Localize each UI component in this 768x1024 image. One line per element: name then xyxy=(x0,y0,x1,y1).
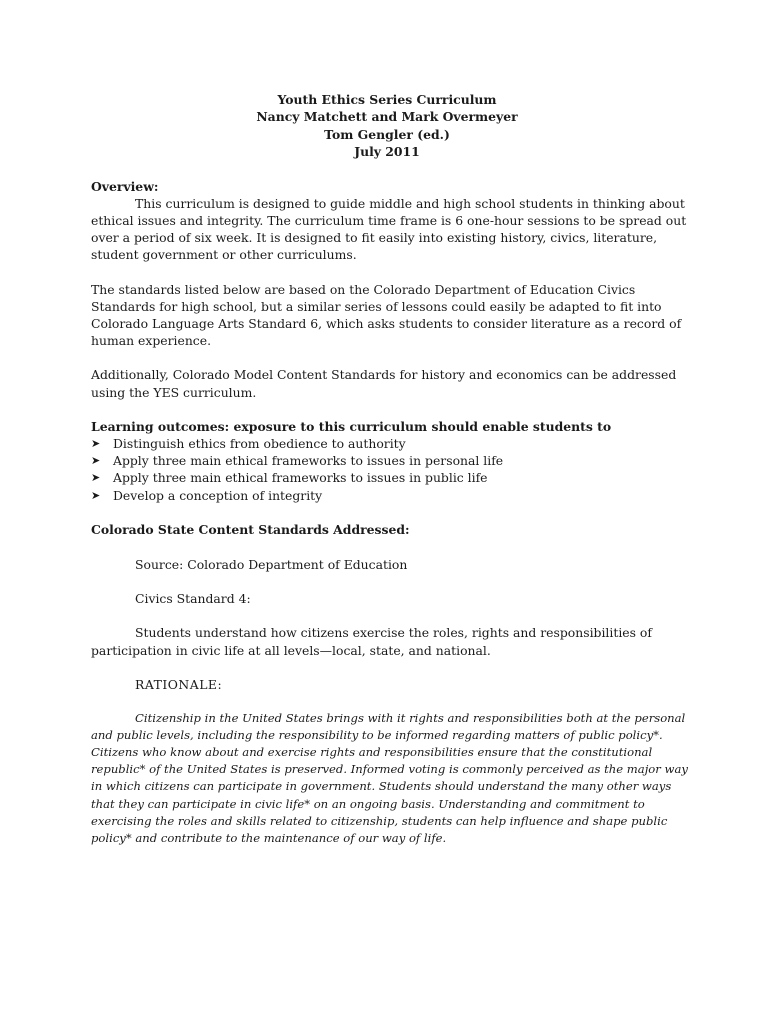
list-item xyxy=(91,469,691,486)
list-item xyxy=(91,487,691,504)
arrowhead-bullet-icon: ➤ xyxy=(91,488,101,502)
standards-source: Source: Colorado Department of Education xyxy=(135,557,408,573)
overview-paragraph-3: Additionally, Colorado Model Content Standards for history and economics can be addressed using the YES curriculum. xyxy=(91,367,677,400)
standards-heading: Colorado State Content Standards Addressed: xyxy=(91,521,410,537)
list-item-text: Develop a conception of integrity xyxy=(113,487,323,503)
list-item-text: Apply three main ethical frameworks to issues in public life xyxy=(113,470,488,486)
document-editor: Tom Gengler (ed.) xyxy=(324,126,450,142)
learning-outcomes-list xyxy=(91,435,691,504)
civics-standard-statement: Students understand how citizens exercise the roles, rights and responsibilities of participation in civic life at all levels—local, state, and national. xyxy=(91,625,652,658)
list-item xyxy=(91,452,691,469)
list-item xyxy=(91,435,691,452)
arrowhead-bullet-icon: ➤ xyxy=(91,454,101,468)
document-date: July 2011 xyxy=(354,144,420,160)
learning-outcomes-heading: Learning outcomes: exposure to this curriculum should enable students to xyxy=(91,418,612,434)
rationale-heading: RATIONALE: xyxy=(135,676,223,692)
rationale-text: Citizenship in the United States brings with it rights and responsibilities both at the personal and public levels, including the responsibility to be informed regarding matters of public policy*. Citizens who know about and exercise rights and responsibilities ensure that the constitutional republic* of the United States is preserved. Informed voting is commonly perceived as the major way in which citizens can participate in government. Students should understand the many other ways that they can participate in civic life* on an ongoing basis. Understanding and commitment to exercising the roles and skills related to citizenship, students can help influence and shape public policy* and contribute to the maintenance of our way of life. xyxy=(91,711,688,845)
list-item-text: Distinguish ethics from obedience to authority xyxy=(113,436,406,452)
list-item-text: Apply three main ethical frameworks to issues in personal life xyxy=(113,453,504,469)
overview-paragraph-1: This curriculum is designed to guide middle and high school students in thinking about ethical issues and integrity. The curriculum time frame is 6 one-hour sessions to be spread out over a period of six week. It is designed to fit easily into existing history, civics, literature, student government or other curriculums. xyxy=(91,195,687,263)
arrowhead-bullet-icon: ➤ xyxy=(91,437,101,451)
overview-heading: Overview: xyxy=(91,178,159,194)
overview-paragraph-2: The standards listed below are based on the Colorado Department of Education Civics Standards for high school, but a similar series of lessons could easily be adapted to fit into Colorado Language Arts Standard 6, which asks students to consider literature as a record of human experience. xyxy=(91,281,682,349)
document-title: Youth Ethics Series Curriculum xyxy=(277,92,497,107)
arrowhead-bullet-icon: ➤ xyxy=(91,471,101,485)
document-page xyxy=(91,91,691,847)
document-header xyxy=(83,91,691,161)
document-authors: Nancy Matchett and Mark Overmeyer xyxy=(256,109,518,125)
civics-standard-label: Civics Standard 4: xyxy=(135,591,251,607)
